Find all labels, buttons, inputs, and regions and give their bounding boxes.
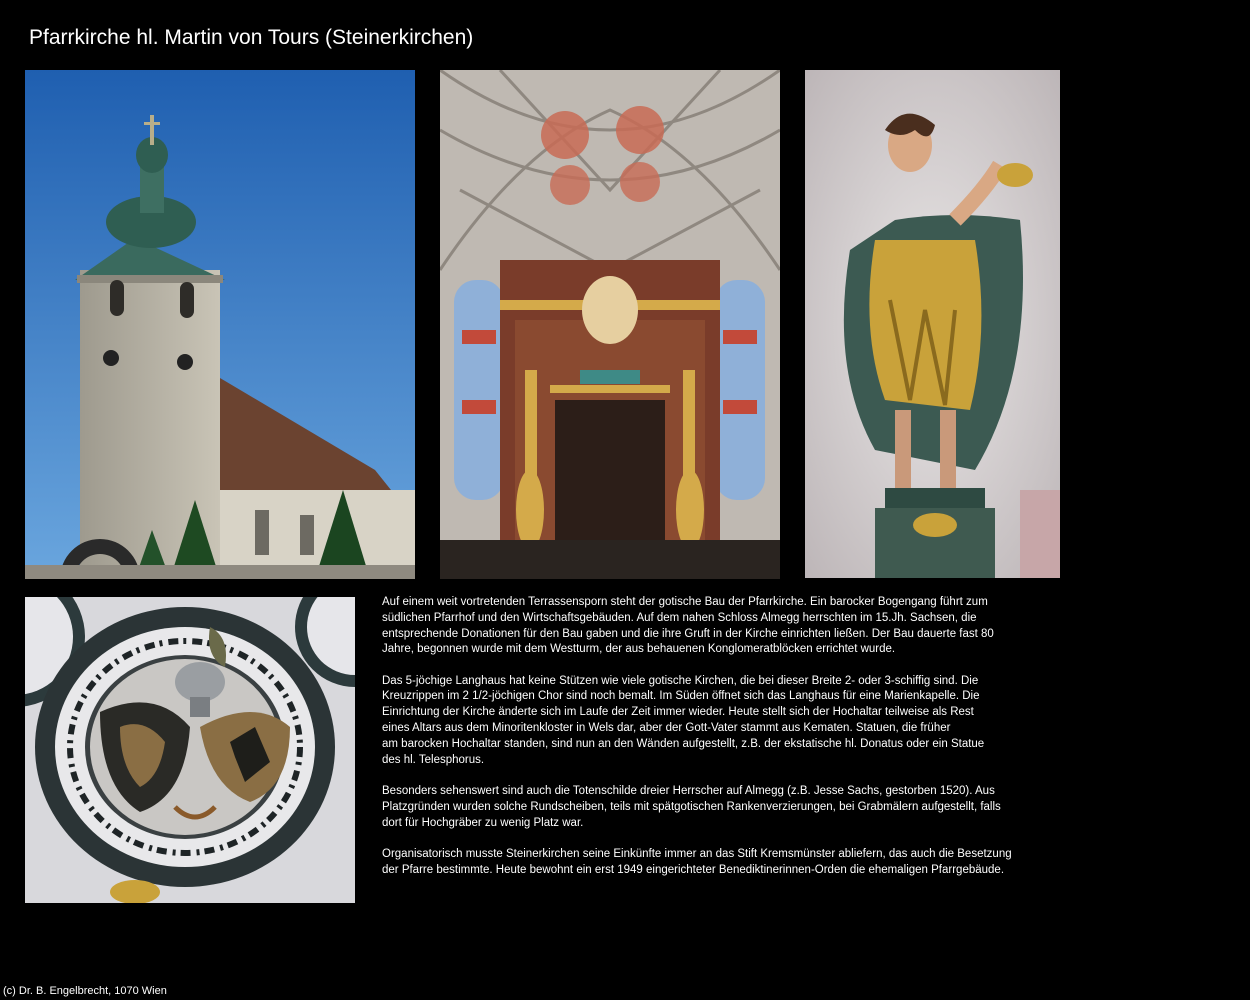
baroque-statue-photo[interactable] [805, 70, 1060, 578]
memorial-shield-photo[interactable] [25, 597, 355, 903]
paragraph-memorial-shields: Besonders sehenswert sind auch die Totenschilde dreier Herrscher auf Almegg (z.B. Jesse Sachs, gestorben 1520). Aus Platzgründen wurden solche Rundscheiben, teils mit spätgotischen Rankenverzierungen, bei Grabmälern aufgestellt, falls dort für Hochgräber zu wenig Platz war. [382, 784, 1001, 829]
page-title: Pfarrkirche hl. Martin von Tours (Steinerkirchen) [29, 26, 474, 49]
paragraph-organisation: Organisatorisch musste Steinerkirchen seine Einkünfte immer an das Stift Kremsmünster abliefern, das auch die Besetzung der Pfarre bestimmte. Heute bewohnt ein erst 1949 eingerichteter Benediktinerinnen-Orden die ehemaligen Pfarrgebäude. [382, 847, 1012, 876]
copyright-footer: (c) Dr. B. Engelbrecht, 1070 Wien [3, 985, 167, 997]
church-interior-image [440, 70, 780, 579]
paragraph-history: Auf einem weit vortretenden Terrassensporn steht der gotische Bau der Pfarrkirche. Ein barocker Bogengang führt zum südlichen Pfarrhof und den Wirtschaftsgebäuden. Auf dem nahen Schloss Almegg herrschten im 15.Jh. Sachsen, die entsprechende Donationen für den Bau gaben und die ihre Gruft in der Kirche einrichten ließen. Der Bau dauerte fast 80 Jahre, begonnen wurde mit dem Westturm, der aus behauenen Konglomeratblöcken errichtet wurde. [382, 596, 994, 656]
statue-image [805, 70, 1060, 578]
church-exterior-photo[interactable] [25, 70, 415, 579]
church-exterior-image [25, 70, 415, 579]
church-interior-altar-photo[interactable] [440, 70, 780, 579]
memorial-shield-image [25, 597, 355, 903]
description-text [382, 595, 1052, 894]
paragraph-interior: Das 5-jöchige Langhaus hat keine Stützen wie viele gotische Kirchen, die bei dieser Breite 2- oder 3-schiffig sind. Die Kreuzrippen im 2 1/2-jöchigen Chor sind noch bemalt. Im Süden öffnet sich das Langhaus für eine Marienkapelle. Die Einrichtung der Kirche änderte sich im Laufe der Zeit immer wieder. Heute stellt sich der Hochaltar teilweise als Rest eines Altars aus dem Minoritenkloster in Wels dar, aber der Gott-Vater stammt aus Kematen. Statuen, die früher am barocken Hochaltar standen, sind nun an den Wänden aufgestellt, z.B. der ekstatische hl. Donatus oder ein Statue des hl. Telesphorus. [382, 674, 985, 766]
